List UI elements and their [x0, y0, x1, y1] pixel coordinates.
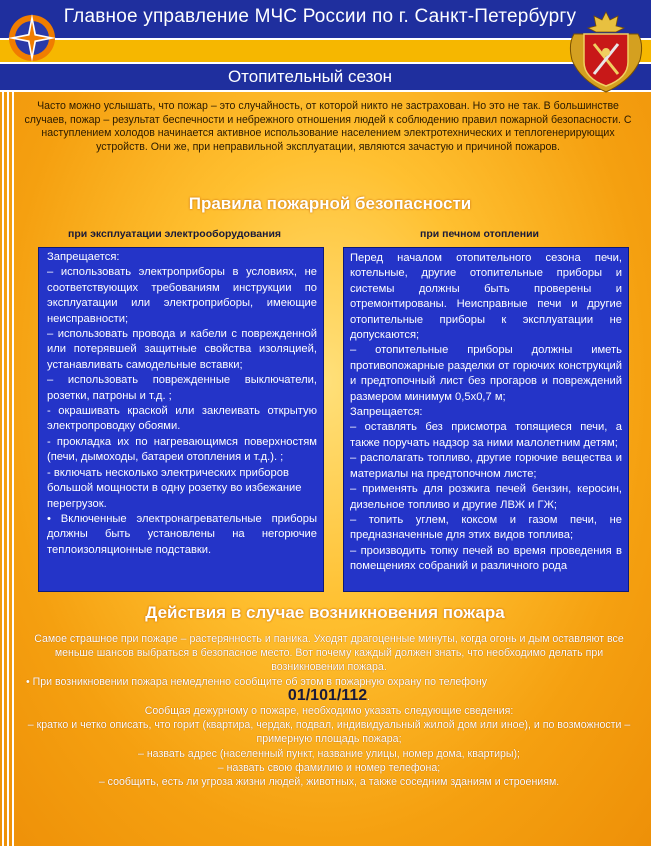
phone-suffix: .	[367, 690, 371, 703]
rule-item: – использовать электроприборы в условиях, не соответствующих требованиям инструкции по эксплуатации или электроприборы, имеющие неисправности;	[47, 266, 317, 325]
actions-intro: Самое страшное при пожаре – растерянность и паника. Уходят драгоценные минуты, когда огонь и дым оставляют все меньше шансов выбраться в безопасное место. Вот почему каждый должен знать, что необходимо делать при возникновении пожара.	[34, 633, 624, 674]
rule-item: – производить топку печей во время проведения в помещениях собраний и различного рода	[350, 544, 622, 573]
rule-item: – располагать топливо, другие горючие вещества и материалы на предтопочном листе;	[350, 452, 622, 480]
rule-item: - прокладка их по нагревающимся поверхностям (печи, дымоходы, батареи отопления и т.д.). ;	[47, 435, 317, 464]
report-item: – кратко и четко описать, что горит (квартира, чердак, подвал, индивидуальный жилой дом или иное), и по возможности – примерную площадь пожара;	[27, 719, 631, 746]
page-title: Главное управление МЧС России по г. Санкт-Петербургу	[63, 6, 577, 27]
right-column-heading: при печном отоплении	[420, 228, 539, 240]
actions-heading: Действия в случае возникновения пожара	[145, 603, 505, 622]
rule-item: – использовать провода и кабели с поврежденной или потерявшей защитные свойства изоляцией, устанавливать самодельные вставки;	[47, 328, 317, 371]
header-bar	[0, 0, 651, 38]
rule-item: – использовать поврежденные выключатели, розетки, патроны и т.д. ;	[47, 374, 317, 402]
rule-item: Запрещается:	[350, 406, 423, 419]
rule-item: – оставлять без присмотра топящиеся печи, а также поручать надзор за ними малолетним детям;	[350, 421, 622, 449]
emergency-phone-number: 01/101/112	[287, 686, 368, 704]
report-item: – сообщить, есть ли угроза жизни людей, животных, а также соседним зданиям и строениям.	[98, 776, 560, 789]
rule-item: – отопительные приборы должны иметь противопожарные разделки от горючих конструкций и предтопочный лист без прогаров и повреждений размером минимум 0,5х0,7 м;	[350, 344, 622, 403]
page-subtitle: Отопительный сезон	[227, 67, 393, 86]
report-item: – назвать свою фамилию и номер телефона;	[217, 761, 441, 774]
rule-item: Запрещается:	[47, 251, 120, 263]
subtitle-bar	[0, 62, 651, 92]
call-fire-service-line: • При возникновении пожара немедленно сообщите об этом в пожарную охрану по телефону	[26, 675, 488, 688]
report-item: – назвать адрес (населенный пункт, название улицы, номер дома, квартиры);	[138, 747, 520, 760]
intro-paragraph: Часто можно услышать, что пожар – это случайность, от которой никто не застрахован. Но это не так. В большинстве случаев, пожар – результат беспечности и небрежного отношения людей к соблюдению правил пожарной безопасности. С наступлением холодов начинается активное использование населением электротехнических и теплогенерирующих устройств. Они же, при неправильной эксплуатации, являются зачастую и причиной пожаров.	[24, 100, 632, 153]
rule-item: Перед началом отопительного сезона печи, котельные, другие отопительные приборы и системы должны быть проверены и отремонтированы. Неисправные печи и другие отопительные приборы к эксплуатации не допускаются;	[350, 252, 622, 342]
rule-item: – применять для розжига печей бензин, керосин, дизельное топливо и другие ЛВЖ и ГЖ;	[350, 483, 622, 511]
rule-item: - окрашивать краской или заклеивать открытую электропроводку обоями.	[47, 405, 317, 433]
left-decorative-rails	[0, 92, 14, 846]
mchs-star-emblem-icon	[6, 8, 58, 68]
rule-item: - включать несколько электрических приборов большой мощности в одну розетку во избежание перегрузок.	[47, 466, 302, 510]
actions-section	[26, 632, 632, 789]
electrical-rules-box	[38, 247, 324, 592]
rule-item: • Включенные электронагревательные приборы должны быть установлены на негорючие теплоизоляционные подставки.	[47, 512, 317, 556]
stove-rules-box	[343, 247, 629, 592]
report-heading: Сообщая дежурному о пожаре, необходимо указать следующие сведения:	[144, 705, 514, 718]
st-petersburg-coat-of-arms-icon	[566, 4, 646, 96]
rule-item: – топить углем, коксом и газом печи, не предназначенные для этих видов топлива;	[350, 513, 622, 542]
header-stripe	[0, 38, 651, 62]
left-column-heading: при эксплуатации электрооборудования	[68, 228, 282, 240]
rules-heading: Правила пожарной безопасности	[188, 194, 472, 213]
